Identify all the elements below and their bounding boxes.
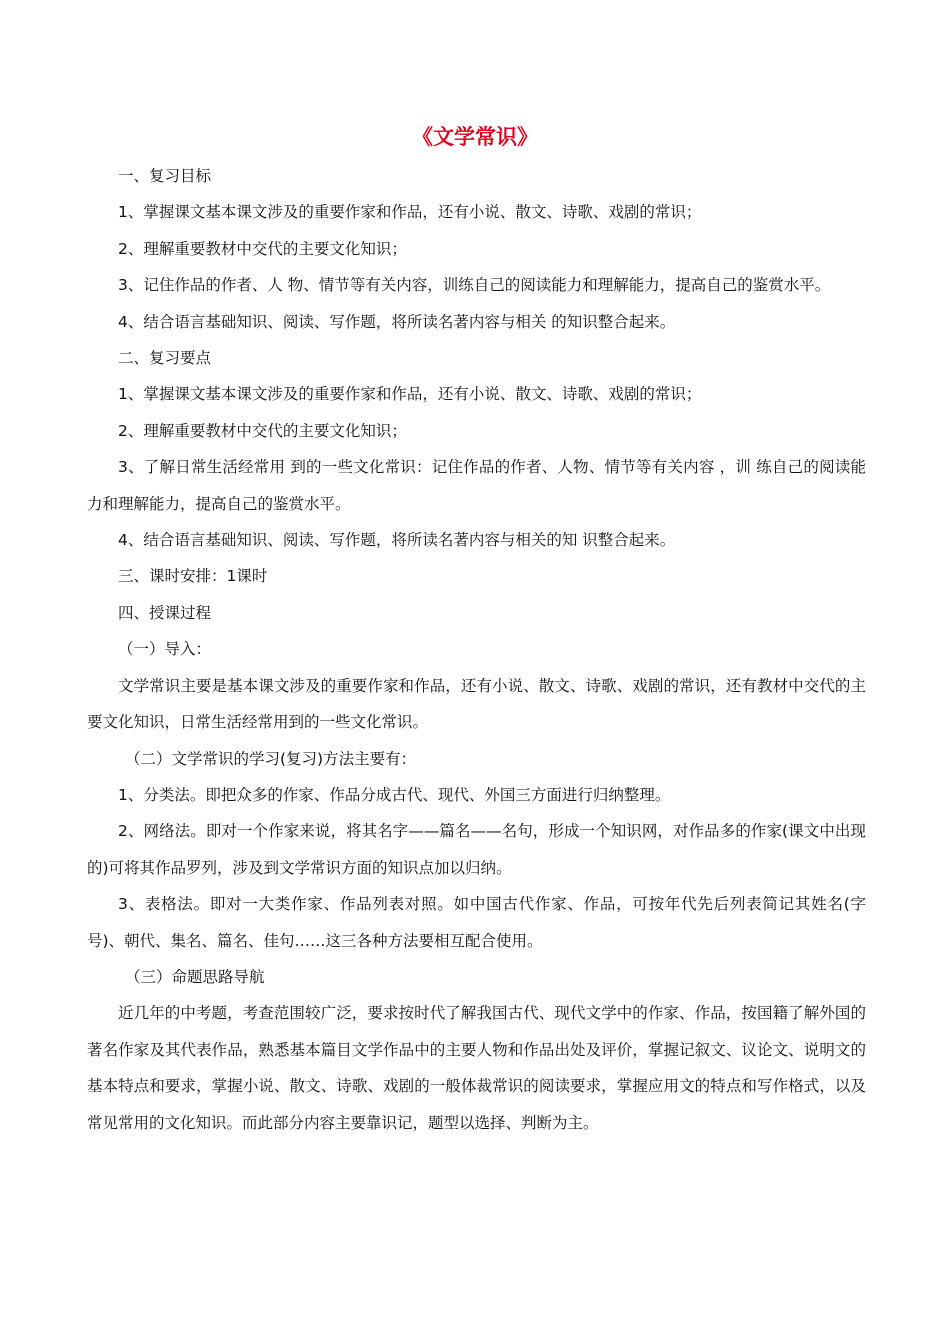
paragraph: 3、记住作品的作者、人 物、情节等有关内容，训练自己的阅读能力和理解能力，提高自己的鉴赏水平。	[118, 276, 831, 295]
subsection-heading-exam-guide: （三）命题思路导航	[125, 967, 265, 986]
paragraph: 2、理解重要教材中交代的主要文化知识；	[118, 421, 407, 440]
subsection-heading-methods: （二）文学常识的学习(复习)方法主要有：	[125, 749, 417, 768]
paragraph: 4、结合语言基础知识、阅读、写作题，将所读名著内容与相关的知 识整合起来。	[118, 531, 676, 550]
paragraph: 2、理解重要教材中交代的主要文化知识；	[118, 239, 407, 258]
paragraph: 3、表格法。即对一大类作家、作品列表对照。如中国古代作家、作品，可按年代先后列表简记其姓名(字号)、朝代、集名、篇名、佳句……这三各种方法要相互配合使用。	[87, 895, 866, 950]
paragraph: 1、掌握课文基本课文涉及的重要作家和作品，还有小说、散文、诗歌、戏剧的常识；	[118, 385, 702, 404]
paragraph: 2、网络法。即对一个作家来说，将其名字——篇名——名句，形成一个知识网，对作品多的作家(课文中出现的)可将其作品罗列，涉及到文学常识方面的知识点加以归纳。	[87, 822, 866, 877]
paragraph: 3、了解日常生活经常用 到的一些文化常识：记住作品的作者、人物、情节等有关内容 ，训 练自己的阅读能力和理解能力，提高自己的鉴赏水平。	[87, 458, 866, 513]
paragraph: 文学常识主要是基本课文涉及的重要作家和作品，还有小说、散文、诗歌、戏剧的常识，还有教材中交代的主要文化知识，日常生活经常用到的一些文化常识。	[87, 676, 866, 732]
section-heading-process: 四、授课过程	[118, 603, 212, 622]
section-heading-schedule: 三、课时安排：1课时	[118, 567, 268, 586]
paragraph: 近几年的中考题，考查范围较广泛，要求按时代了解我国古代、现代文学中的作家、作品，按国籍了解外国的著名作家及其代表作品，熟悉基本篇目文学作品中的主要人物和作品出处及评价，掌握记叙文、议论文、说明文的基本特点和要求，掌握小说、散文、诗歌、戏剧的一般体裁常识的阅读要求，掌握应用文的特点和写作格式，以及常见常用的文化知识。而此部分内容主要靠识记，题型以选择、判断为主。	[87, 1004, 866, 1132]
section-heading-review-points: 二、复习要点	[118, 349, 212, 368]
subsection-heading-intro: （一）导入：	[118, 640, 212, 659]
document-title: 《文学常识》	[412, 124, 538, 149]
document-body	[87, 158, 866, 1141]
paragraph: 1、掌握课文基本课文涉及的重要作家和作品，还有小说、散文、诗歌、戏剧的常识；	[118, 203, 702, 222]
section-heading-review-goals: 一、复习目标	[118, 167, 212, 185]
paragraph: 4、结合语言基础知识、阅读、写作题，将所读名著内容与相关 的知识整合起来。	[118, 312, 676, 331]
paragraph: 1、分类法。即把众多的作家、作品分成古代、现代、外国三方面进行归纳整理。	[118, 785, 671, 804]
